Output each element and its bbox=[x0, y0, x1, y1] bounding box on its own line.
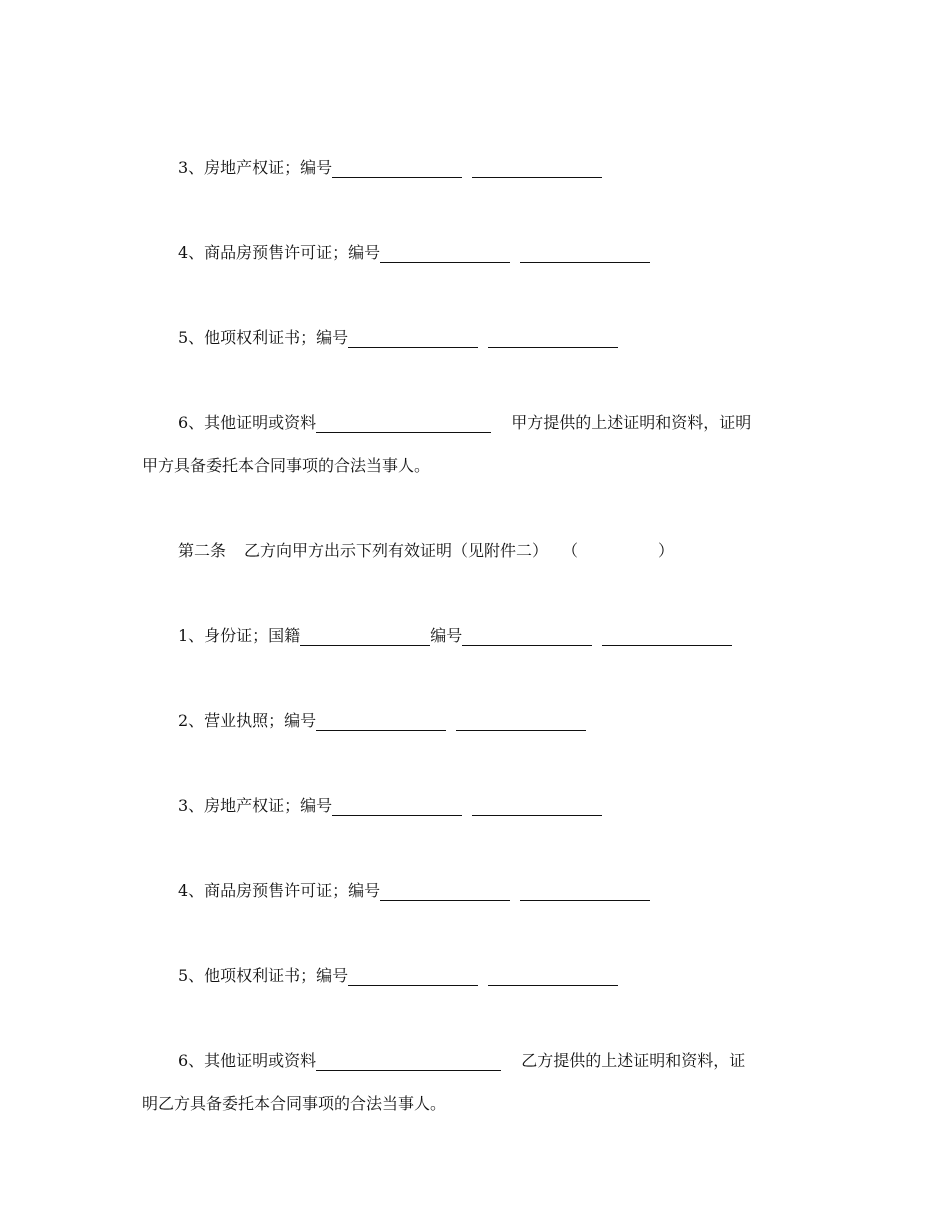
blank-field[interactable] bbox=[602, 630, 732, 646]
blank-field[interactable] bbox=[456, 715, 586, 731]
blank-field[interactable] bbox=[472, 800, 602, 816]
item-tail-text: 甲方提供的上述证明和资料，证明 bbox=[511, 413, 752, 432]
party-a-other-documents-line bbox=[178, 413, 751, 433]
party-a-other-rights-line bbox=[178, 328, 618, 348]
blank-field[interactable] bbox=[316, 417, 491, 433]
paren-close: ） bbox=[658, 541, 675, 560]
party-b-other-documents-line bbox=[178, 1051, 745, 1071]
party-b-presale-permit-line bbox=[178, 881, 650, 901]
continuation-text: 甲方具备委托本合同事项的合法当事人。 bbox=[142, 456, 431, 475]
item-label: 5、他项权利证书；编号 bbox=[178, 328, 349, 347]
blank-field[interactable] bbox=[472, 162, 602, 178]
party-a-presale-permit-line bbox=[178, 243, 650, 263]
item-label: 3、房地产权证；编号 bbox=[178, 796, 333, 815]
item-label: 4、商品房预售许可证；编号 bbox=[178, 881, 381, 900]
blank-field[interactable] bbox=[332, 162, 462, 178]
blank-field[interactable] bbox=[462, 630, 592, 646]
party-a-property-certificate-line bbox=[178, 158, 602, 178]
party-b-business-license-line bbox=[178, 711, 586, 731]
article-text: 乙方向甲方出示下列有效证明（见附件二） bbox=[244, 541, 549, 560]
blank-field[interactable] bbox=[332, 800, 462, 816]
article-two-heading-line bbox=[178, 541, 674, 561]
item-label: 6、其他证明或资料 bbox=[178, 1051, 317, 1070]
party-a-continuation-line bbox=[142, 456, 430, 476]
party-b-continuation-line bbox=[142, 1094, 446, 1114]
continuation-text: 明乙方具备委托本合同事项的合法当事人。 bbox=[142, 1094, 447, 1113]
item-label: 2、营业执照；编号 bbox=[178, 711, 317, 730]
blank-field[interactable] bbox=[380, 247, 510, 263]
blank-field[interactable] bbox=[488, 332, 618, 348]
paren-open: （ bbox=[562, 541, 579, 560]
party-b-other-rights-line bbox=[178, 966, 618, 986]
item-label: 4、商品房预售许可证；编号 bbox=[178, 243, 381, 262]
item-tail-text: 乙方提供的上述证明和资料，证 bbox=[521, 1051, 746, 1070]
blank-field[interactable] bbox=[348, 332, 478, 348]
blank-field[interactable] bbox=[348, 970, 478, 986]
item-label: 6、其他证明或资料 bbox=[178, 413, 317, 432]
party-b-id-card-line bbox=[178, 626, 732, 646]
blank-field[interactable] bbox=[488, 970, 618, 986]
nationality-field[interactable] bbox=[300, 630, 430, 646]
blank-field[interactable] bbox=[316, 1055, 501, 1071]
blank-field[interactable] bbox=[316, 715, 446, 731]
item-label: 1、身份证；国籍 bbox=[178, 626, 301, 645]
article-number: 第二条 bbox=[178, 541, 227, 560]
blank-field[interactable] bbox=[380, 885, 510, 901]
party-b-property-certificate-line bbox=[178, 796, 602, 816]
item-label: 3、房地产权证；编号 bbox=[178, 158, 333, 177]
number-label: 编号 bbox=[430, 626, 463, 645]
blank-field[interactable] bbox=[520, 885, 650, 901]
item-label: 5、他项权利证书；编号 bbox=[178, 966, 349, 985]
blank-field[interactable] bbox=[520, 247, 650, 263]
